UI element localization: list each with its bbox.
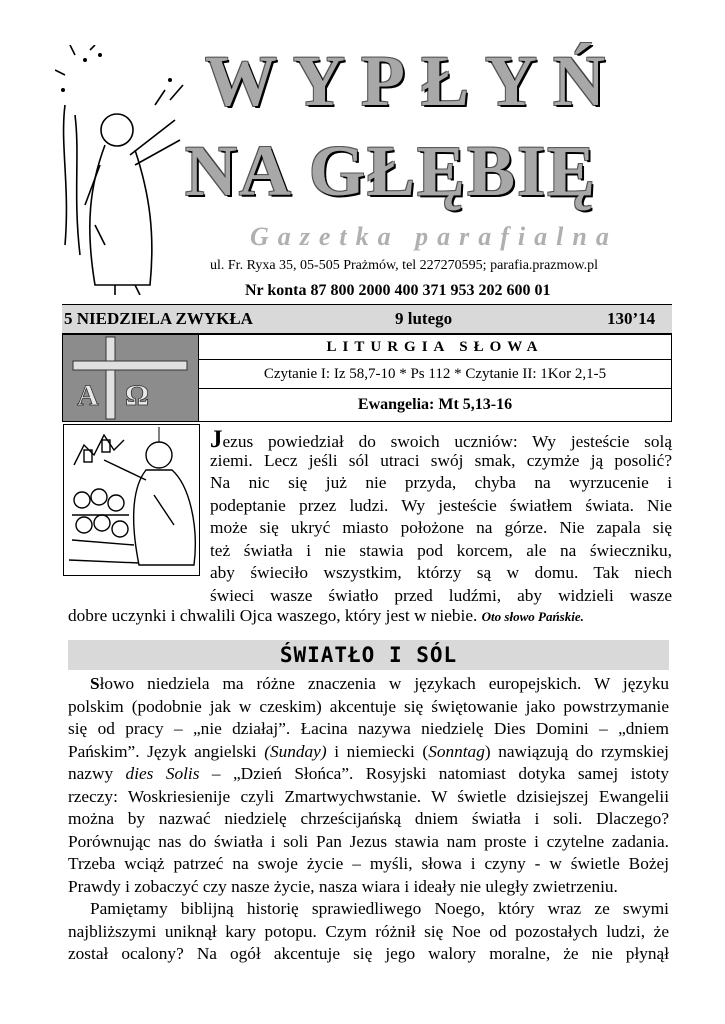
issue-sunday: 5 NIEDZIELA ZWYKŁA [64, 309, 253, 328]
liturgy-title: LITURGIA SŁOWA [199, 335, 671, 360]
masthead-title-line1: WYPŁYŃ [205, 41, 621, 121]
gospel-line: ziemi. Lecz jeśli sól utraci swój smak, czymże ją posolić? [210, 451, 672, 470]
gospel-line: aby świeciło wszystkim, którzy są w domu. Tak niech [210, 563, 672, 582]
bank-account: Nr konta 87 800 2000 400 371 953 202 600 01 [245, 282, 551, 299]
article-line: Trzeba wciąż patrzeć na swoje życie – myśli, słowa i czyny - w świetle Bożej [68, 854, 669, 873]
gospel-line-1-text: ezus powiedział do swoich uczniów: Wy jesteście solą [222, 432, 672, 451]
article-drop-letter: S [90, 674, 100, 693]
article-line: został ocalony? Na ogół akcentuje się jego walory moralne, że nie płynął [68, 944, 669, 963]
masthead-subtitle: Gazetka parafialna [250, 222, 618, 251]
gospel-drop-cap: J [210, 426, 223, 453]
gospel-line: też światła i nie stawia pod korcem, ale na świeczniku, [210, 541, 672, 560]
article-line: najbliższymi uniknął kary potopu. Czym różnił się Noe od pozostałych ludzi, że [68, 922, 669, 941]
issue-date: 9 lutego [395, 309, 453, 328]
liturgy-box [62, 334, 672, 422]
article-line: Prawdy i zobaczyć czy nasze życie, nasza wiara i ideały nie uległy zwietrzeniu. [68, 877, 618, 896]
article-line: rzeczy: Woskriesienije czyli Zmartwychwstanie. W świetle dzisiejszej Ewangelii [68, 787, 669, 806]
gospel-line: Na nic się już nie przyda, chyba na wyrzucenie i [210, 473, 672, 492]
jesus-preaching-illustration [63, 424, 200, 576]
article-line: Porównując nas do światła i soli Pan Jezus stawia nam proste i czytelne zadania. [68, 832, 669, 851]
article-heading: ŚWIATŁO I SÓL [68, 640, 669, 670]
gospel-line: podeptanie przez ludzi. Wy jesteście światłem świata. Nie [210, 496, 672, 515]
article-line-1-text: łowo niedziela ma różne znaczenia w językach europejskich. W języku [99, 674, 669, 693]
liturgy-gospel: Ewangelia: Mt 5,13-16 [357, 396, 513, 413]
parish-address: ul. Fr. Ryxa 35, 05-505 Prażmów, tel 227270595; parafia.prazmow.pl [210, 258, 598, 273]
masthead-title-line2: NA GŁĘBIĘ [185, 131, 598, 211]
omega-letter: Ω [125, 379, 150, 412]
saint-illustration [55, 45, 190, 295]
article-line: się od pracy – „nie działaj”. Łacina nazywa niedzielę Dies Domini – „dniem [68, 719, 669, 738]
article-line: nazwy dies Solis – „Dzień Słońca”. Rosyjski natomiast dotyka samej istoty [68, 764, 669, 783]
gospel-closing: Oto słowo Pańskie. [481, 609, 584, 624]
gospel-line: świeci wasze światło przed ludźmi, aby widzieli wasze [210, 586, 672, 605]
issue-info-bar [62, 304, 672, 334]
gospel-line: może się ukryć miasto położone na górze. Nie zapala się [210, 518, 672, 537]
gospel-last-text: dobre uczynki i chwalili Ojca waszego, który jest w niebie. [68, 606, 478, 625]
article-line: Pańskim”. Język angielski (Sunday) i niemiecki (Sonntag) nawiązują do rzymskiej [68, 742, 669, 761]
article-line: Pamiętamy biblijną historię sprawiedliwego Noego, który wraz ze swymi [90, 899, 669, 918]
gospel-last-line [68, 606, 584, 626]
article-line: można by nazwać niedzielę chrześcijańską dniem światła i soli. Dlaczego? [68, 809, 669, 828]
article-line [90, 674, 669, 694]
issue-number: 130’14 [607, 309, 656, 328]
liturgy-readings: Czytanie I: Iz 58,7-10 * Ps 112 * Czytanie II: 1Kor 2,1-5 [199, 360, 671, 389]
alpha-omega-cross-icon [63, 335, 199, 421]
alpha-letter: A [77, 379, 99, 412]
gospel-line [210, 426, 672, 454]
article-line: polskim (podobnie jak w czeskim) akcentuje się świętowanie jako powstrzymanie [68, 697, 669, 716]
